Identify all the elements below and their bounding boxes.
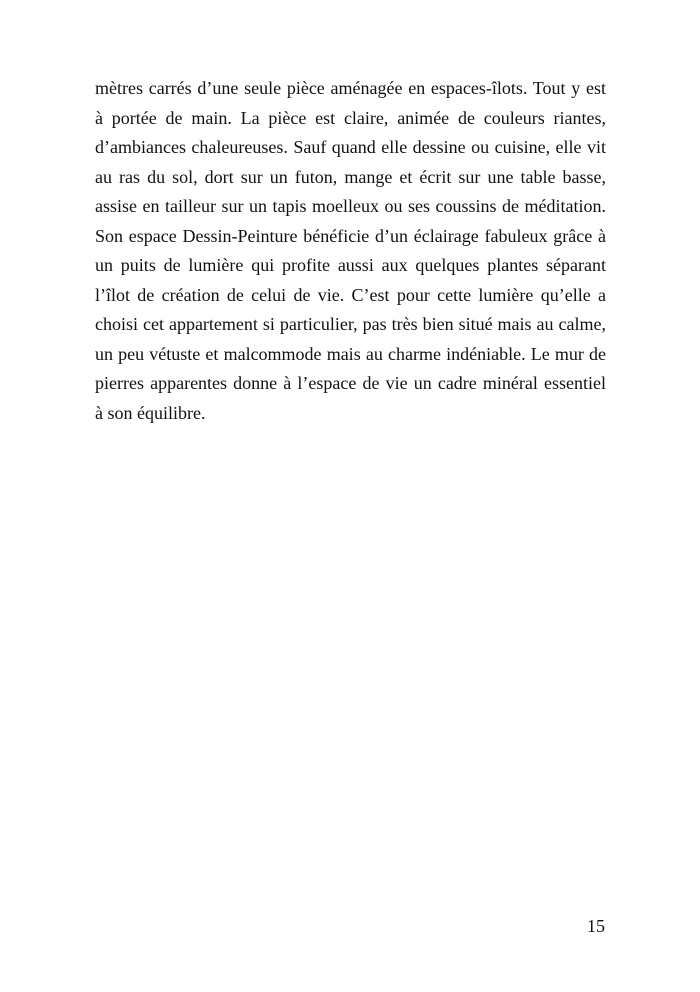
text-line: à portée de main. La pièce est claire, animée de couleurs riantes,: [95, 107, 606, 128]
page-number: 15: [587, 916, 605, 936]
text-line: au ras du sol, dort sur un futon, mange et écrit sur une table basse,: [95, 166, 606, 187]
body-paragraph: [95, 74, 606, 428]
text-line: d’ambiances chaleureuses. Sauf quand elle dessine ou cuisine, elle vit: [95, 137, 606, 157]
text-line: assise en tailleur sur un tapis moelleux ou ses coussins de méditation.: [95, 196, 606, 216]
text-line: pierres apparentes donne à l’espace de vie un cadre minéral essentiel: [95, 373, 606, 393]
text-line: un peu vétuste et malcommode mais au charme indéniable. Le mur de: [95, 343, 606, 364]
text-line: un puits de lumière qui profite aussi aux quelques plantes séparant: [95, 255, 606, 275]
text-line: choisi cet appartement si particulier, pas très bien situé mais au calme,: [95, 314, 606, 334]
text-line: Son espace Dessin-Peinture bénéficie d’un éclairage fabuleux grâce à: [95, 225, 606, 246]
text-line: à son équilibre.: [95, 402, 206, 423]
text-line: mètres carrés d’une seule pièce aménagée en espaces-îlots. Tout y est: [95, 78, 606, 98]
text-line: l’îlot de création de celui de vie. C’est pour cette lumière qu’elle a: [95, 284, 606, 305]
